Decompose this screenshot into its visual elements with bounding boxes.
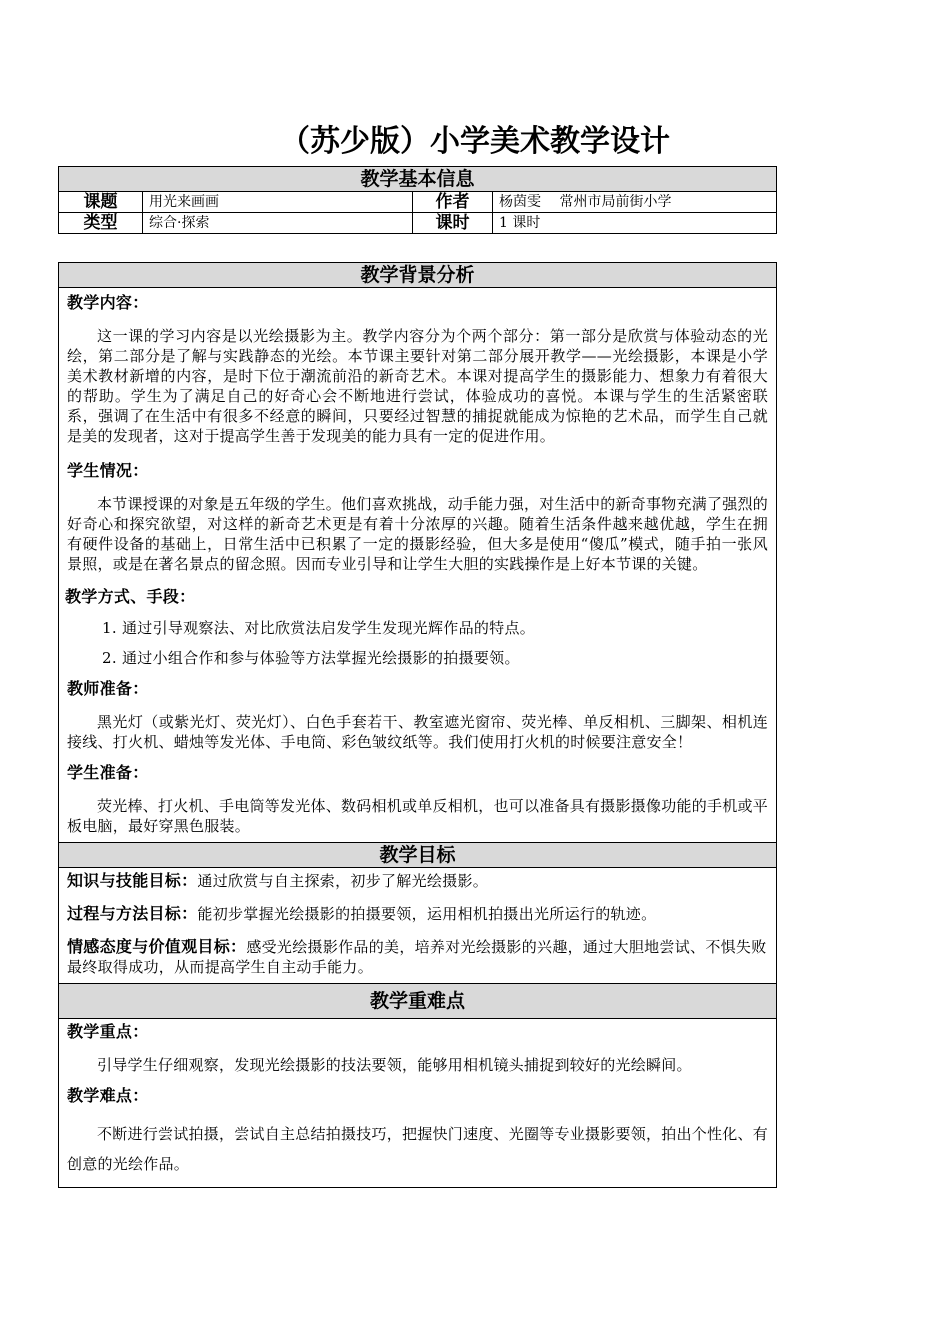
objectives-section	[59, 868, 777, 984]
main-table	[58, 262, 777, 1188]
basic-info-header: 教学基本信息	[59, 167, 777, 192]
content-heading: 教学内容：	[67, 293, 149, 312]
student-prep-text: 荧光棒、打火机、手电筒等发光体、数码相机或单反相机，也可以准备具有摄影摄像功能的手机或平板电脑，最好穿黑色服装。	[67, 797, 769, 835]
basic-info-table	[58, 166, 777, 234]
content-text: 这一课的学习内容是以光绘摄影为主。教学内容分为个两个部分：第一部分是欣赏与体验动态的光绘，第二部分是了解与实践静态的光绘。本节课主要针对第二部分展开教学——光绘摄影，本课是小学美术教材新增的内容，是时下位于潮流前沿的新奇艺术。本课对提高学生的摄影能力、想象力有着很大的帮助。学生为了满足自己的好奇心会不断地进行尝试，体验成功的喜悦。本课与学生的生活紧密联系，强调了在生活中有很多不经意的瞬间，只要经过智慧的捕捉就能成为惊艳的艺术品，而学生自己就是美的发现者，这对于提高学生善于发现美的能力具有一定的促进作用。	[67, 327, 768, 445]
emotion-goal	[67, 937, 768, 977]
students-text: 本节课授课的对象是五年级的学生。他们喜欢挑战，动手能力强，对生活中的新奇事物充满了强烈的好奇心和探究欲望，对这样的新奇艺术更是有着十分浓厚的兴趣。随着生活条件越来越优越，学生在拥有硬件设备的基础上，日常生活中已积累了一定的摄影经验，但大多是使用“傻瓜”模式，随手拍一张风景照，或是在著名景点的留念照。因而专业引导和让学生大胆的实践操作是上好本节课的关键。	[67, 495, 769, 573]
hours-value: 1 课时	[493, 213, 777, 234]
process-goal	[67, 904, 768, 924]
teacher-prep-heading: 教师准备：	[67, 679, 149, 698]
difficulty-heading: 教学难点：	[67, 1086, 149, 1105]
background-section	[59, 288, 777, 843]
author-value: 杨茵雯 常州市局前街小学	[493, 192, 777, 213]
emotion-goal-label: 情感态度与价值观目标：	[67, 937, 247, 956]
process-goal-text: 能初步掌握光绘摄影的拍摄要领，运用相机拍摄出光所运行的轨迹。	[197, 905, 657, 923]
student-prep-heading: 学生准备：	[67, 763, 149, 782]
author-label: 作者	[413, 192, 493, 213]
document-title: （苏少版）小学美术教学设计	[280, 124, 670, 159]
background-header: 教学背景分析	[59, 263, 777, 288]
subject-label: 课题	[59, 192, 143, 213]
students-heading: 学生情况：	[67, 461, 149, 480]
teacher-prep-text: 黑光灯（或紫光灯、荧光灯）、白色手套若干、教室遮光窗帘、荧光棒、单反相机、三脚架、相机连接线、打火机、蜡烛等发光体、手电筒、彩色皱纹纸等。我们使用打火机的时候要注意安全！	[67, 713, 768, 751]
key-points-header: 教学重难点	[59, 984, 777, 1019]
key-points-section	[59, 1019, 777, 1188]
type-label: 类型	[59, 213, 143, 234]
difficulty-text: 不断进行尝试拍摄，尝试自主总结拍摄技巧，把握快门速度、光圈等专业摄影要领，拍出个性化、有创意的光绘作品。	[67, 1125, 769, 1173]
knowledge-goal	[67, 871, 768, 891]
methods-heading: 教学方式、手段：	[65, 587, 196, 606]
key-text: 引导学生仔细观察，发现光绘摄影的技法要领，能够用相机镜头捕捉到较好的光绘瞬间。	[97, 1056, 692, 1074]
method-item: 1. 通过引导观察法、对比欣赏法启发学生发现光辉作品的特点。	[102, 619, 536, 637]
type-value: 综合·探索	[143, 213, 413, 234]
hours-label: 课时	[413, 213, 493, 234]
key-heading: 教学重点：	[67, 1022, 149, 1041]
emotion-goal-text: 感受光绘摄影作品的美，培养对光绘摄影的兴趣，通过大胆地尝试、不惧失败最终取得成功，从而提高学生自主动手能力。	[67, 938, 767, 976]
method-item: 2. 通过小组合作和参与体验等方法掌握光绘摄影的拍摄要领。	[102, 649, 520, 667]
knowledge-goal-text: 通过欣赏与自主探索，初步了解光绘摄影。	[197, 872, 489, 890]
objectives-header: 教学目标	[59, 843, 777, 868]
subject-value: 用光来画画	[143, 192, 413, 213]
process-goal-label: 过程与方法目标：	[67, 904, 198, 923]
knowledge-goal-label: 知识与技能目标：	[67, 871, 198, 890]
